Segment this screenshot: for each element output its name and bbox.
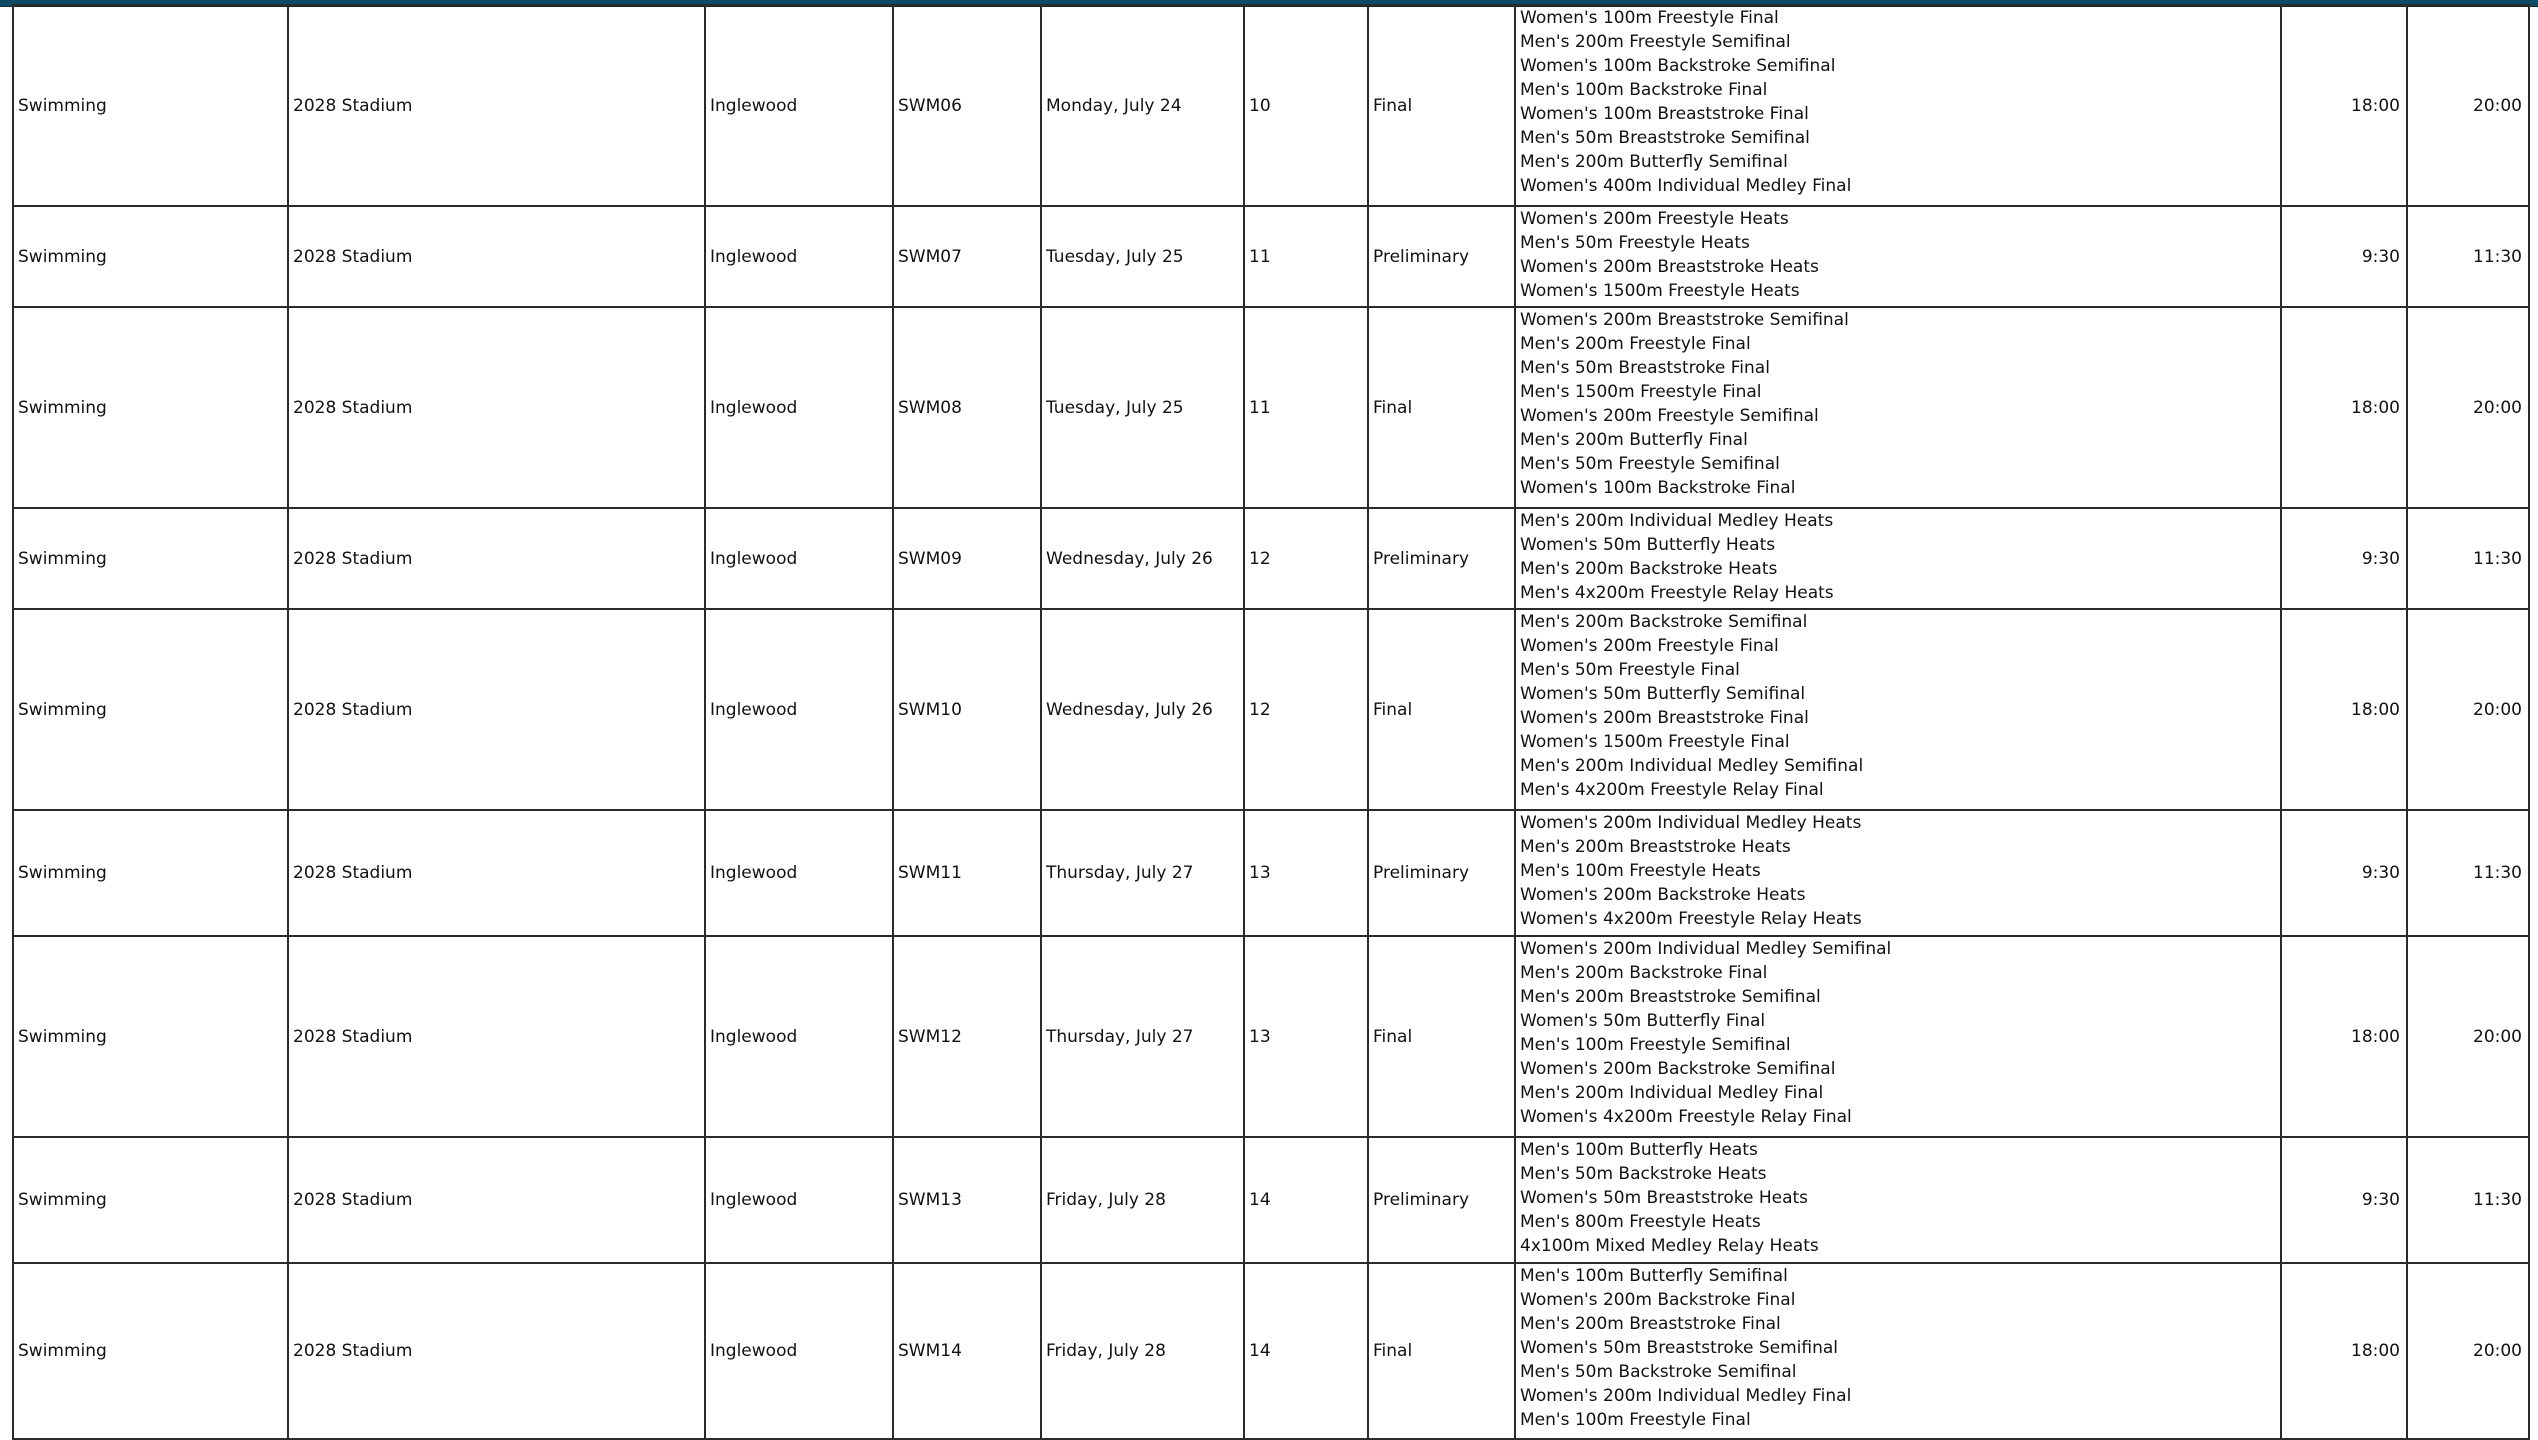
session-type-cell: Preliminary	[1368, 1137, 1515, 1263]
session-type-cell: Final	[1368, 5, 1515, 206]
event-item: Men's 200m Backstroke Heats	[1520, 559, 1778, 579]
event-item: Women's 400m Individual Medley Final	[1520, 176, 1852, 196]
event-item: Women's 100m Backstroke Final	[1520, 478, 1796, 498]
event-item: Women's 200m Backstroke Heats	[1520, 885, 1806, 905]
table-row	[13, 1137, 2529, 1263]
event-item: Men's 50m Breaststroke Final	[1520, 358, 1770, 378]
end-time-cell: 20:00	[2407, 307, 2529, 508]
venue-cell: 2028 Stadium	[288, 206, 705, 307]
end-time-cell: 20:00	[2407, 609, 2529, 810]
games-day-cell: 12	[1244, 609, 1368, 810]
table-row	[13, 810, 2529, 936]
venue-cell: 2028 Stadium	[288, 609, 705, 810]
event-item: Women's 50m Breaststroke Heats	[1520, 1188, 1809, 1208]
sport-cell: Swimming	[13, 508, 288, 609]
event-item: Men's 200m Freestyle Semifinal	[1520, 32, 1791, 52]
venue-cell: 2028 Stadium	[288, 936, 705, 1137]
venue-cell: 2028 Stadium	[288, 307, 705, 508]
end-time-cell: 11:30	[2407, 1137, 2529, 1263]
event-item: Men's 100m Freestyle Heats	[1520, 861, 1761, 881]
event-item: Men's 200m Butterfly Final	[1520, 430, 1748, 450]
end-time-cell: 20:00	[2407, 936, 2529, 1137]
event-item: Women's 200m Freestyle Semifinal	[1520, 406, 1819, 426]
sport-cell: Swimming	[13, 1137, 288, 1263]
session-code-cell: SWM07	[893, 206, 1041, 307]
session-type-cell: Preliminary	[1368, 810, 1515, 936]
event-item: Men's 100m Backstroke Final	[1520, 80, 1768, 100]
end-time-cell: 20:00	[2407, 1263, 2529, 1439]
session-type-cell: Final	[1368, 1263, 1515, 1439]
event-item: Women's 50m Butterfly Final	[1520, 1011, 1766, 1031]
event-item: Women's 200m Breaststroke Semifinal	[1520, 310, 1849, 330]
start-time-cell: 9:30	[2281, 206, 2407, 307]
events-cell	[1515, 206, 2281, 307]
venue-cell: 2028 Stadium	[288, 1137, 705, 1263]
event-item: Women's 100m Breaststroke Final	[1520, 104, 1809, 124]
venue-cell: 2028 Stadium	[288, 810, 705, 936]
date-cell: Friday, July 28	[1041, 1137, 1244, 1263]
event-item: Women's 50m Butterfly Heats	[1520, 535, 1776, 555]
games-day-cell: 11	[1244, 307, 1368, 508]
date-cell: Thursday, July 27	[1041, 810, 1244, 936]
event-item: Women's 200m Backstroke Semifinal	[1520, 1059, 1836, 1079]
end-time-cell: 11:30	[2407, 810, 2529, 936]
zone-cell: Inglewood	[705, 609, 893, 810]
event-item: Men's 200m Individual Medley Semifinal	[1520, 756, 1864, 776]
start-time-cell: 9:30	[2281, 1137, 2407, 1263]
event-item: Men's 4x200m Freestyle Relay Final	[1520, 780, 1824, 800]
event-item: Men's 100m Butterfly Heats	[1520, 1140, 1758, 1160]
games-day-cell: 13	[1244, 810, 1368, 936]
date-cell: Friday, July 28	[1041, 1263, 1244, 1439]
start-time-cell: 18:00	[2281, 936, 2407, 1137]
event-item: Women's 1500m Freestyle Heats	[1520, 281, 1800, 301]
events-cell	[1515, 936, 2281, 1137]
games-day-cell: 12	[1244, 508, 1368, 609]
table-row	[13, 609, 2529, 810]
event-item: Women's 1500m Freestyle Final	[1520, 732, 1790, 752]
session-type-cell: Final	[1368, 609, 1515, 810]
event-item: Men's 200m Individual Medley Final	[1520, 1083, 1824, 1103]
zone-cell: Inglewood	[705, 1263, 893, 1439]
event-item: Men's 100m Freestyle Semifinal	[1520, 1035, 1791, 1055]
event-item: Women's 200m Breaststroke Heats	[1520, 257, 1819, 277]
zone-cell: Inglewood	[705, 936, 893, 1137]
events-cell	[1515, 307, 2281, 508]
start-time-cell: 9:30	[2281, 810, 2407, 936]
zone-cell: Inglewood	[705, 206, 893, 307]
event-item: Women's 200m Breaststroke Final	[1520, 708, 1809, 728]
event-item: Men's 200m Breaststroke Final	[1520, 1314, 1781, 1334]
session-type-cell: Preliminary	[1368, 508, 1515, 609]
table-row	[13, 936, 2529, 1137]
games-day-cell: 14	[1244, 1263, 1368, 1439]
session-code-cell: SWM12	[893, 936, 1041, 1137]
event-item: Women's 200m Freestyle Heats	[1520, 209, 1789, 229]
session-code-cell: SWM11	[893, 810, 1041, 936]
event-item: Women's 100m Freestyle Final	[1520, 8, 1779, 28]
event-item: Men's 50m Freestyle Semifinal	[1520, 454, 1780, 474]
event-item: Men's 200m Butterfly Semifinal	[1520, 152, 1788, 172]
zone-cell: Inglewood	[705, 307, 893, 508]
games-day-cell: 10	[1244, 5, 1368, 206]
sport-cell: Swimming	[13, 307, 288, 508]
events-cell	[1515, 5, 2281, 206]
session-type-cell: Final	[1368, 936, 1515, 1137]
sport-cell: Swimming	[13, 609, 288, 810]
table-row	[13, 1263, 2529, 1439]
schedule-body	[13, 5, 2529, 1439]
zone-cell: Inglewood	[705, 810, 893, 936]
event-item: Women's 200m Backstroke Final	[1520, 1290, 1796, 1310]
sport-cell: Swimming	[13, 1263, 288, 1439]
session-code-cell: SWM06	[893, 5, 1041, 206]
sport-cell: Swimming	[13, 936, 288, 1137]
end-time-cell: 20:00	[2407, 5, 2529, 206]
event-item: Women's 50m Breaststroke Semifinal	[1520, 1338, 1839, 1358]
sport-cell: Swimming	[13, 5, 288, 206]
games-day-cell: 14	[1244, 1137, 1368, 1263]
event-item: Men's 200m Freestyle Final	[1520, 334, 1751, 354]
table-row	[13, 508, 2529, 609]
sport-cell: Swimming	[13, 206, 288, 307]
event-item: Men's 200m Backstroke Semifinal	[1520, 612, 1808, 632]
session-type-cell: Preliminary	[1368, 206, 1515, 307]
date-cell: Tuesday, July 25	[1041, 206, 1244, 307]
games-day-cell: 13	[1244, 936, 1368, 1137]
start-time-cell: 18:00	[2281, 307, 2407, 508]
session-type-cell: Final	[1368, 307, 1515, 508]
event-item: Men's 100m Freestyle Final	[1520, 1410, 1751, 1430]
event-item: Men's 4x200m Freestyle Relay Heats	[1520, 583, 1834, 603]
table-row	[13, 307, 2529, 508]
events-cell	[1515, 609, 2281, 810]
event-item: Men's 50m Freestyle Heats	[1520, 233, 1750, 253]
events-cell	[1515, 1137, 2281, 1263]
event-item: Men's 50m Freestyle Final	[1520, 660, 1740, 680]
event-item: Women's 4x200m Freestyle Relay Heats	[1520, 909, 1862, 929]
start-time-cell: 18:00	[2281, 609, 2407, 810]
venue-cell: 2028 Stadium	[288, 1263, 705, 1439]
session-code-cell: SWM09	[893, 508, 1041, 609]
zone-cell: Inglewood	[705, 5, 893, 206]
session-code-cell: SWM13	[893, 1137, 1041, 1263]
date-cell: Wednesday, July 26	[1041, 508, 1244, 609]
end-time-cell: 11:30	[2407, 206, 2529, 307]
event-item: Men's 50m Backstroke Heats	[1520, 1164, 1767, 1184]
venue-cell: 2028 Stadium	[288, 508, 705, 609]
event-item: Men's 200m Backstroke Final	[1520, 963, 1768, 983]
event-item: Men's 50m Backstroke Semifinal	[1520, 1362, 1797, 1382]
session-code-cell: SWM14	[893, 1263, 1041, 1439]
games-day-cell: 11	[1244, 206, 1368, 307]
start-time-cell: 9:30	[2281, 508, 2407, 609]
zone-cell: Inglewood	[705, 508, 893, 609]
sport-cell: Swimming	[13, 810, 288, 936]
table-row	[13, 5, 2529, 206]
event-item: 4x100m Mixed Medley Relay Heats	[1520, 1236, 1819, 1256]
event-item: Men's 800m Freestyle Heats	[1520, 1212, 1761, 1232]
start-time-cell: 18:00	[2281, 5, 2407, 206]
events-cell	[1515, 508, 2281, 609]
session-code-cell: SWM08	[893, 307, 1041, 508]
schedule-table	[12, 4, 2530, 1440]
date-cell: Tuesday, July 25	[1041, 307, 1244, 508]
date-cell: Wednesday, July 26	[1041, 609, 1244, 810]
event-item: Men's 200m Individual Medley Heats	[1520, 511, 1834, 531]
date-cell: Monday, July 24	[1041, 5, 1244, 206]
events-cell	[1515, 810, 2281, 936]
end-time-cell: 11:30	[2407, 508, 2529, 609]
event-item: Men's 100m Butterfly Semifinal	[1520, 1266, 1788, 1286]
event-item: Women's 4x200m Freestyle Relay Final	[1520, 1107, 1852, 1127]
session-code-cell: SWM10	[893, 609, 1041, 810]
event-item: Men's 1500m Freestyle Final	[1520, 382, 1762, 402]
event-item: Women's 200m Individual Medley Semifinal	[1520, 939, 1892, 959]
table-row	[13, 206, 2529, 307]
start-time-cell: 18:00	[2281, 1263, 2407, 1439]
event-item: Men's 200m Breaststroke Semifinal	[1520, 987, 1821, 1007]
event-item: Men's 200m Breaststroke Heats	[1520, 837, 1791, 857]
event-item: Men's 50m Breaststroke Semifinal	[1520, 128, 1810, 148]
date-cell: Thursday, July 27	[1041, 936, 1244, 1137]
event-item: Women's 100m Backstroke Semifinal	[1520, 56, 1836, 76]
event-item: Women's 200m Individual Medley Final	[1520, 1386, 1852, 1406]
events-cell	[1515, 1263, 2281, 1439]
event-item: Women's 200m Individual Medley Heats	[1520, 813, 1862, 833]
venue-cell: 2028 Stadium	[288, 5, 705, 206]
event-item: Women's 50m Butterfly Semifinal	[1520, 684, 1806, 704]
zone-cell: Inglewood	[705, 1137, 893, 1263]
event-item: Women's 200m Freestyle Final	[1520, 636, 1779, 656]
